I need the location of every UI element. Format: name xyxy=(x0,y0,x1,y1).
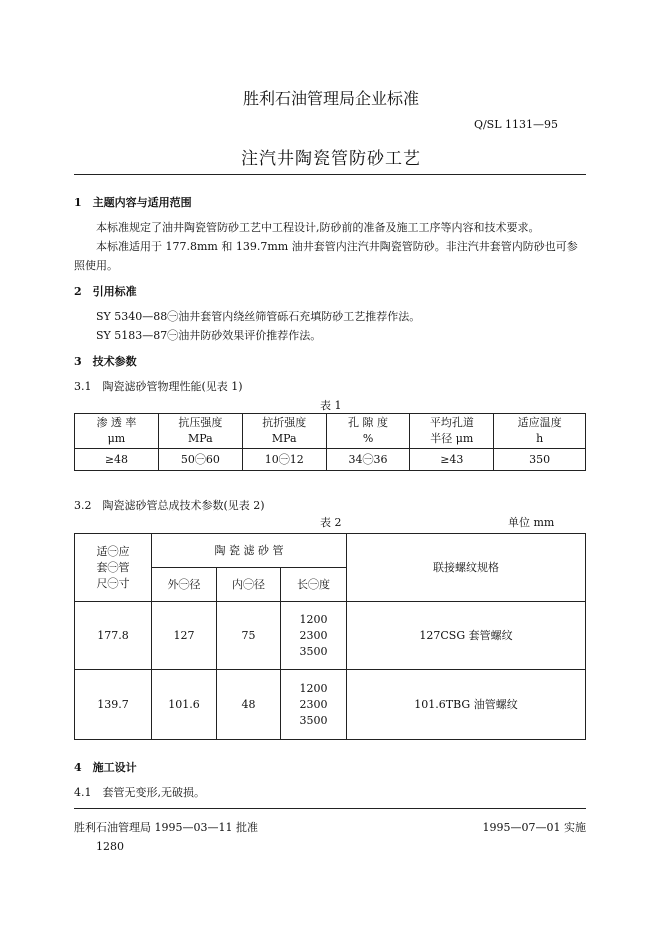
table-2-header-od: 外㊀径 xyxy=(152,568,217,602)
table-2-caption: 表 2 xyxy=(320,516,342,529)
table-2-cell-od: 127 xyxy=(152,602,217,670)
table-1-header-cell: 渗 透 率 μm xyxy=(75,414,159,449)
reference-1: SY 5340—88㊀油井套管内绕丝筛管砾石充填防砂工艺推荐作法。 xyxy=(96,310,421,323)
table-1-cell: 350 xyxy=(494,449,586,471)
footer-rule xyxy=(74,808,586,809)
table-2-cell-thread: 127CSG 套管螺纹 xyxy=(347,602,586,670)
table-2-cell-casing: 139.7 xyxy=(75,670,152,740)
table-2-cell-id: 48 xyxy=(217,670,281,740)
table-2-cell-length: 1200 2300 3500 xyxy=(281,670,347,740)
table-2-header-id: 内㊀径 xyxy=(217,568,281,602)
table-row xyxy=(75,670,586,740)
table-2-unit: 单位 mm xyxy=(508,516,555,529)
reference-2: SY 5183—87㊀油井防砂效果评价推荐作法。 xyxy=(96,329,322,342)
subsection-4-1: 4.1 套管无变形,无破损。 xyxy=(74,786,205,799)
approval-date: 胜利石油管理局 1995—03—11 批准 xyxy=(74,821,258,834)
table-1-header-cell: 抗压强度 MPa xyxy=(158,414,242,449)
section-1-paragraph-2-line-2: 照使用。 xyxy=(74,259,118,272)
table-1-cell: 34㊀36 xyxy=(326,449,410,471)
table-1-cell: ≥48 xyxy=(75,449,159,471)
section-1-paragraph-2-line-1: 本标准适用于 177.8mm 和 139.7mm 油井套管内注汽井陶瓷管防砂。非注汽井套管内防砂也可参 xyxy=(96,240,578,253)
issuing-organization: 胜利石油管理局企业标准 xyxy=(242,89,419,108)
section-1-paragraph-1: 本标准规定了油井陶瓷管防砂工艺中工程设计,防砂前的准备及施工工序等内容和技术要求。 xyxy=(96,221,540,234)
table-1-header-cell: 适应温度 h xyxy=(494,414,586,449)
table-2-header-tube: 陶 瓷 滤 砂 管 xyxy=(152,534,347,568)
section-1-heading: 1 主题内容与适用范围 xyxy=(74,196,192,209)
document-title: 注汽井陶瓷管防砂工艺 xyxy=(241,149,421,169)
table-row xyxy=(75,602,586,670)
table-2-cell-thread: 101.6TBG 油管螺纹 xyxy=(347,670,586,740)
section-4-heading: 4 施工设计 xyxy=(74,761,137,774)
table-2-cell-length: 1200 2300 3500 xyxy=(281,602,347,670)
subsection-3-1: 3.1 陶瓷滤砂管物理性能(见表 1) xyxy=(74,380,243,393)
table-1-cell: ≥43 xyxy=(410,449,494,471)
section-3-heading: 3 技术参数 xyxy=(74,355,137,368)
section-2-heading: 2 引用标准 xyxy=(74,285,137,298)
table-2-cell-od: 101.6 xyxy=(152,670,217,740)
table-2-cell-casing: 177.8 xyxy=(75,602,152,670)
table-1 xyxy=(74,413,586,471)
table-2 xyxy=(74,533,586,740)
table-1-header-cell: 孔 隙 度 % xyxy=(326,414,410,449)
table-1-cell: 10㊀12 xyxy=(242,449,326,471)
page-number: 1280 xyxy=(96,840,124,853)
subsection-3-2: 3.2 陶瓷滤砂管总成技术参数(见表 2) xyxy=(74,499,265,512)
table-2-header-thread: 联接螺纹规格 xyxy=(347,534,586,602)
table-1-caption: 表 1 xyxy=(320,399,342,412)
table-1-header-cell: 平均孔道 半径 μm xyxy=(410,414,494,449)
title-rule xyxy=(74,174,586,175)
effective-date: 1995—07—01 实施 xyxy=(482,821,586,834)
table-2-header-casing: 适㊀应 套㊀管 尺㊀寸 xyxy=(75,534,152,602)
table-2-header-length: 长㊀度 xyxy=(281,568,347,602)
standard-code: Q/SL 1131—95 xyxy=(473,118,558,131)
table-row xyxy=(75,449,586,471)
table-1-header-cell: 抗折强度 MPa xyxy=(242,414,326,449)
table-2-cell-id: 75 xyxy=(217,602,281,670)
table-1-cell: 50㊀60 xyxy=(158,449,242,471)
